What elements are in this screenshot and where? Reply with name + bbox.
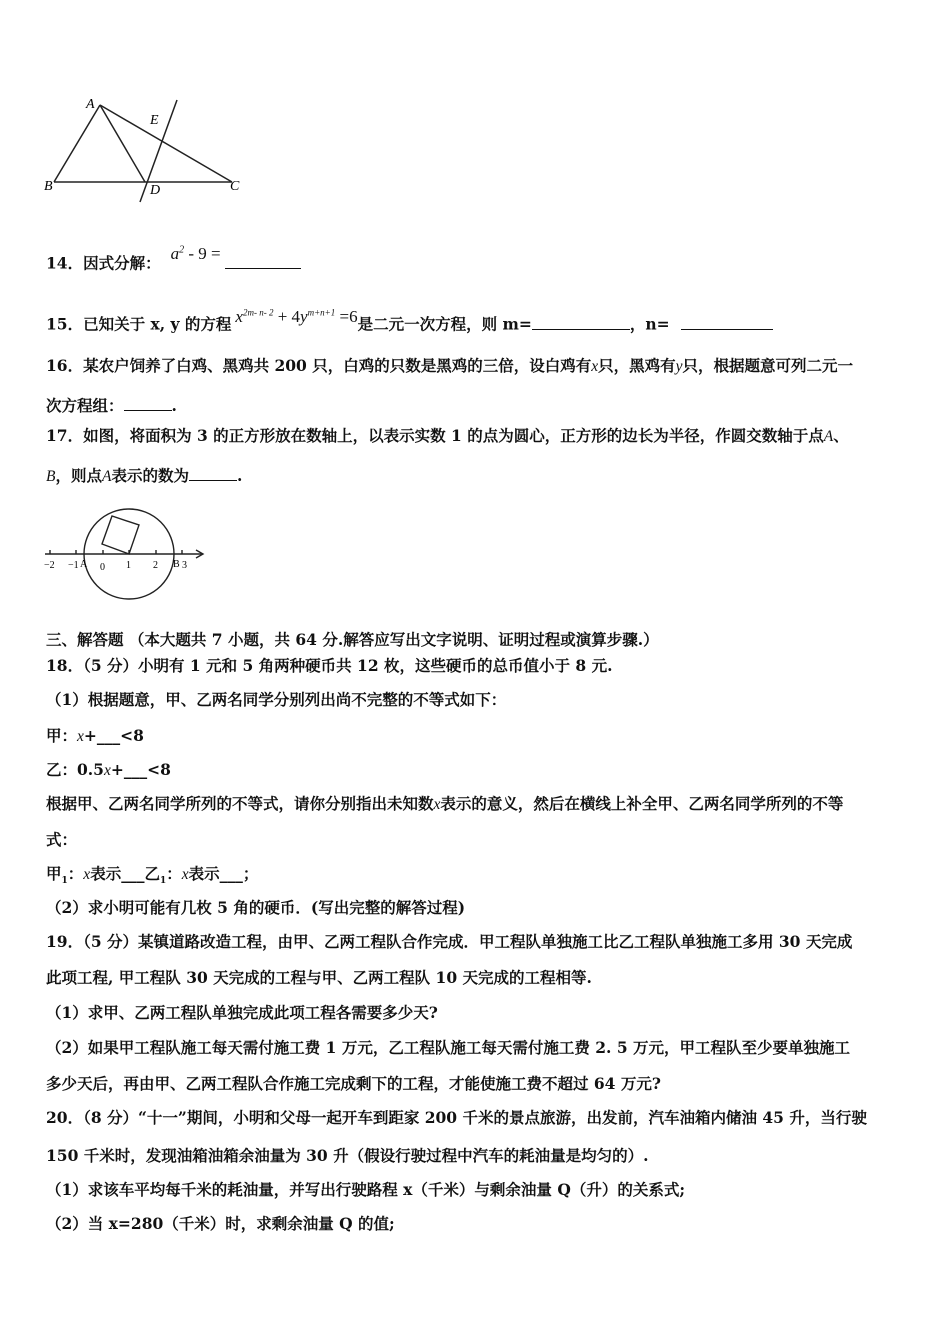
- question-20-part2: （2）当 x=280（千米）时，求剩余油量 Q 的值;: [46, 1214, 395, 1233]
- question-20-part1: （1）求该车平均每千米的耗油量，并写出行驶路程 x（千米）与剩余油量 Q（升）的关系式;: [46, 1180, 686, 1199]
- question-19-part1: （1）求甲、乙两工程队单独完成此项工程各需要多少天?: [46, 1003, 438, 1022]
- number-line-figure: [40, 492, 215, 602]
- answer-blank-17[interactable]: [189, 464, 237, 481]
- tick-0: 0: [100, 562, 105, 573]
- answer-blank-m[interactable]: [532, 313, 630, 330]
- question-18-meaning: 甲$_1$：x表示___乙$_1$：x表示___；: [46, 864, 259, 887]
- question-14: 14．因式分解：$a^2 - 9$ =: [46, 250, 301, 274]
- question-15: 15．已知关于 x, y 的方程 $x^{2m- n- 2} + 4y^{m+n+1} =6$是二元一次方程，则 m= ，n=: [46, 310, 773, 335]
- question-19-line1: 19．（5 分）某镇道路改造工程，由甲、乙两工程队合作完成．甲工程队单独施工比乙工程队单独施工多用 30 天完成: [46, 932, 853, 951]
- tick-2: 2: [153, 560, 158, 571]
- answer-blank-14[interactable]: [225, 252, 301, 269]
- question-18-head: 18．（5 分）小明有 1 元和 5 角两种硬币共 12 枚，这些硬币的总币值小于 8 元.: [46, 656, 613, 675]
- question-18-yi: 乙：0.5x+___<8: [46, 760, 171, 779]
- tick-neg2: −2: [44, 560, 55, 571]
- label-e: E: [150, 113, 159, 128]
- label-d: D: [150, 183, 161, 198]
- question-18-part2: （2）求小明可能有几枚 5 角的硬币．(写出完整的解答过程): [46, 898, 466, 917]
- answer-blank-n[interactable]: [681, 313, 773, 330]
- label-a: A: [86, 97, 95, 112]
- triangle-figure: [40, 92, 260, 207]
- tick-neg1: −1: [68, 560, 79, 571]
- question-18-part1: （1）根据题意，甲、乙两名同学分别列出尚不完整的不等式如下：: [46, 690, 507, 709]
- question-20-line1: 20．（8 分）“十一”期间，小明和父母一起开车到距家 200 千米的景点旅游，出发前，汽车油箱内储油 45 升，当行驶: [46, 1108, 867, 1127]
- question-18-explain-line2: 式：: [46, 830, 78, 849]
- question-19-part2-line1: （2）如果甲工程队施工每天需付施工费 1 万元，乙工程队施工每天需付施工费 2. 5 万元，甲工程队至少要单独施工: [46, 1038, 851, 1057]
- question-17-line2: B，则点A表示的数为 .: [46, 466, 243, 485]
- label-b-point: B: [173, 559, 180, 570]
- question-16-line2: 次方程组： .: [46, 396, 177, 415]
- question-19-line2: 此项工程, 甲工程队 30 天完成的工程与甲、乙两工程队 10 天完成的工程相等.: [46, 968, 592, 987]
- question-17-line1: 17．如图，将面积为 3 的正方形放在数轴上，以表示实数 1 的点为圆心，正方形的边长为半径，作圆交数轴于点A、: [46, 426, 849, 445]
- question-20-line2: 150 千米时，发现油箱油箱余油量为 30 升（假设行驶过程中汽车的耗油量是均匀的）.: [46, 1146, 649, 1165]
- question-16-line1: 16．某农户饲养了白鸡、黑鸡共 200 只，白鸡的只数是黑鸡的三倍，设白鸡有x只，黑鸡有y只，根据题意可列二元一: [46, 356, 854, 375]
- question-19-part2-line2: 多少天后，再由甲、乙两工程队合作施工完成剩下的工程，才能使施工费不超过 64 万元?: [46, 1074, 661, 1093]
- label-c: C: [230, 179, 240, 194]
- answer-blank-16[interactable]: [124, 394, 172, 411]
- tick-1: 1: [126, 560, 131, 571]
- label-b: B: [44, 179, 53, 194]
- question-18-jia: 甲：x+___<8: [46, 726, 144, 745]
- section-3-title: 三、解答题 （本大题共 7 小题，共 64 分.解答应写出文字说明、证明过程或演算步骤.）: [46, 630, 659, 649]
- label-a-point: A: [80, 559, 88, 570]
- tick-3: 3: [182, 560, 187, 571]
- question-18-explain-line1: 根据甲、乙两名同学所列的不等式，请你分别指出未知数x表示的意义，然后在横线上补全甲、乙两名同学所列的不等: [46, 794, 844, 813]
